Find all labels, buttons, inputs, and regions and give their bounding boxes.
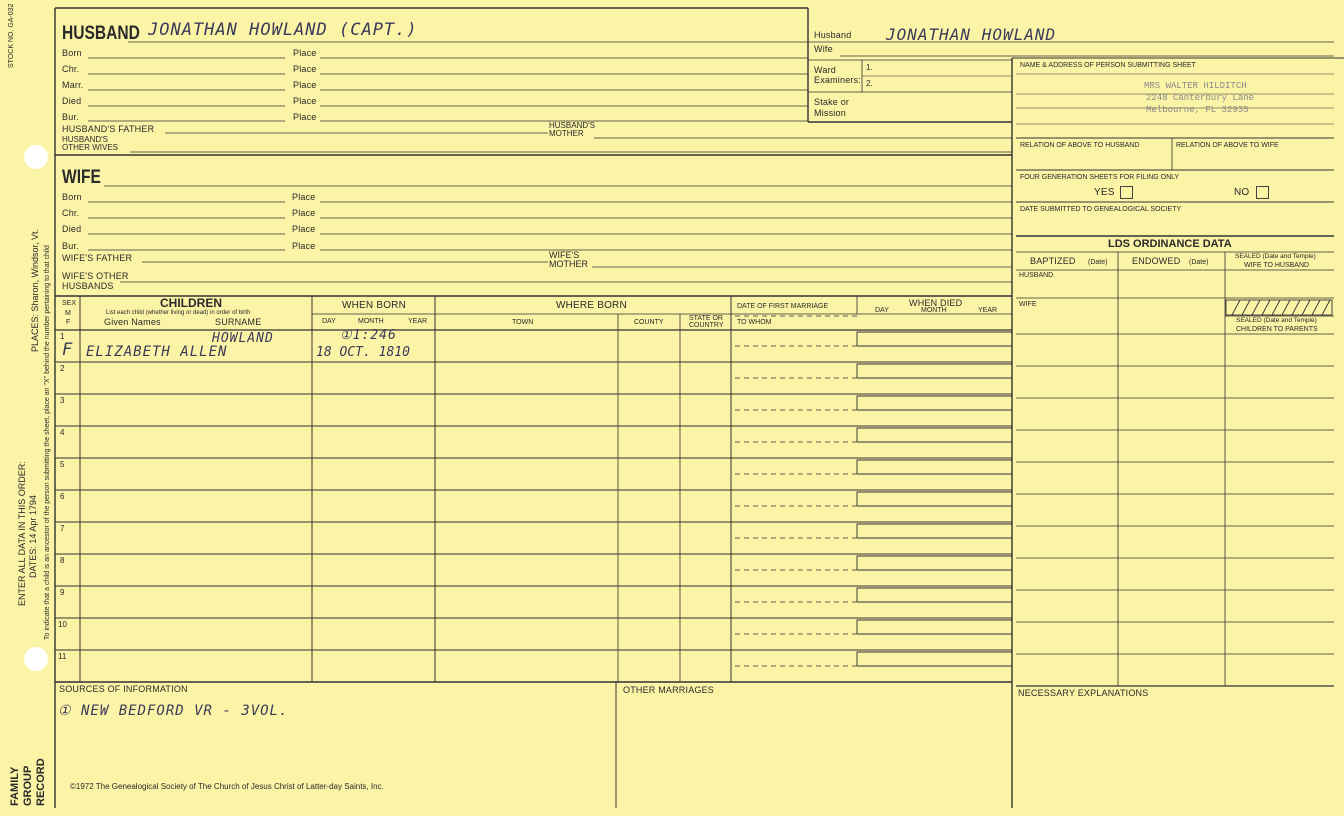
children-note: List each child (whether living or dead) in order of birth	[106, 310, 251, 316]
wife-born-label: Born	[62, 192, 82, 202]
wife-died-place-label: Place	[292, 224, 316, 234]
husband-father-label: HUSBAND'S FATHER	[62, 124, 155, 134]
ancestor-note: To indicate that a child is an ancestor of the person submitting the sheet, place an "X" behind the number pertaining to that child	[44, 245, 51, 640]
sources-text[interactable]: ① NEW BEDFORD VR - 3VOL.	[58, 703, 289, 719]
submitter-label: NAME & ADDRESS OF PERSON SUBMITTING SHEET	[1020, 62, 1196, 69]
rh-wife-label: Wife	[814, 44, 833, 54]
wife-mother-label-2: MOTHER	[549, 259, 588, 269]
lds-title: LDS ORDINANCE DATA	[1108, 238, 1232, 250]
husband-chr-label: Chr.	[62, 64, 80, 74]
sources-label: SOURCES OF INFORMATION	[59, 684, 188, 694]
wife-bur-label: Bur.	[62, 241, 79, 251]
husband-name[interactable]: JONATHAN HOWLAND (CAPT.)	[148, 20, 418, 40]
rh-ward-label: Ward	[814, 65, 836, 75]
when-born-label: WHEN BORN	[342, 300, 407, 311]
child-row-num: 10	[58, 620, 67, 629]
no-label: NO	[1234, 187, 1250, 198]
wife-born-place-label: Place	[292, 192, 316, 202]
husband-mother-label-2: MOTHER	[549, 129, 584, 138]
lds-sealed-children-1: SEALED (Date and Temple)	[1236, 317, 1317, 324]
child-row-num: 6	[60, 492, 65, 501]
relation-wife-label: RELATION OF ABOVE TO WIFE	[1176, 142, 1279, 149]
wife-chr-label: Chr.	[62, 208, 80, 218]
lds-baptized-date: (Date)	[1088, 259, 1108, 266]
where-born-label: WHERE BORN	[556, 300, 627, 311]
child-row-num: 2	[60, 364, 65, 373]
given-names-label: Given Names	[104, 317, 161, 327]
no-checkbox[interactable]	[1256, 186, 1269, 199]
child-row-num: 3	[60, 396, 65, 405]
wife-chr-place-label: Place	[292, 208, 316, 218]
places-example: PLACES: Sharon, Windsor, Vt.	[30, 228, 40, 352]
wife-died-label: Died	[62, 224, 82, 234]
lds-sealed-children-2: CHILDREN TO PARENTS	[1236, 326, 1318, 333]
town-label: TOWN	[512, 319, 534, 326]
husband-marr-label: Marr.	[62, 80, 84, 90]
child-row-num: 5	[60, 460, 65, 469]
submitter-line-2: 2248 Canterbury Lane	[1146, 93, 1255, 103]
sex-f-label: F	[66, 319, 71, 326]
county-label: COUNTY	[634, 319, 664, 326]
yes-checkbox[interactable]	[1120, 186, 1133, 199]
surname-label: SURNAME	[215, 317, 262, 327]
wife-other-husbands-1: WIFE'S OTHER	[62, 271, 129, 281]
yes-label: YES	[1094, 187, 1115, 198]
state-label-2: COUNTRY	[689, 322, 724, 329]
rh-husband-label: Husband	[814, 30, 852, 40]
child-row-num: 7	[60, 524, 65, 533]
wife-father-label: WIFE'S FATHER	[62, 253, 133, 263]
first-marriage-label: DATE OF FIRST MARRIAGE	[737, 303, 829, 310]
form-side-title-3: RECORD	[35, 758, 47, 806]
lds-baptized-label: BAPTIZED	[1030, 256, 1076, 266]
lds-endowed-label: ENDOWED	[1132, 256, 1181, 266]
child-1-ref[interactable]: ①1:246	[340, 328, 397, 343]
husband-other-wives-1: HUSBAND'S	[62, 135, 108, 144]
stock-number: STOCK NO. GA-032	[8, 3, 15, 68]
lds-husband-row: HUSBAND	[1019, 272, 1054, 279]
born-year-label: YEAR	[408, 318, 428, 325]
child-1-surname[interactable]: HOWLAND	[212, 331, 274, 346]
rh-examiner-1: 1.	[866, 63, 873, 72]
husband-marr-place-label: Place	[293, 80, 317, 90]
rh-mission-label: Mission	[814, 108, 846, 118]
necessary-explanations-label: NECESSARY EXPLANATIONS	[1018, 688, 1149, 698]
other-marriages-label: OTHER MARRIAGES	[623, 685, 715, 695]
husband-chr-place-label: Place	[293, 64, 317, 74]
child-row-num: 8	[60, 556, 65, 565]
sex-label: SEX	[62, 300, 77, 307]
lds-endowed-date: (Date)	[1189, 259, 1209, 266]
relation-husband-label: RELATION OF ABOVE TO HUSBAND	[1020, 142, 1140, 149]
husband-bur-label: Bur.	[62, 112, 79, 122]
died-month-label: MONTH	[921, 307, 947, 314]
rh-stake-label: Stake or	[814, 97, 850, 107]
date-submitted-label: DATE SUBMITTED TO GENEALOGICAL SOCIETY	[1020, 206, 1182, 213]
wife-bur-place-label: Place	[292, 241, 316, 251]
lds-sealed-2: WIFE TO HUSBAND	[1244, 262, 1310, 269]
husband-died-label: Died	[62, 96, 82, 106]
husband-bur-place-label: Place	[293, 112, 317, 122]
child-1-born[interactable]: 18 OCT. 1810	[316, 345, 410, 360]
husband-other-wives-2: OTHER WIVES	[62, 143, 119, 152]
children-title: CHILDREN	[160, 296, 222, 310]
child-row-num: 4	[60, 428, 65, 437]
born-month-label: MONTH	[358, 318, 384, 325]
wife-label: WIFE	[62, 167, 101, 188]
rh-husband-name[interactable]: JONATHAN HOWLAND	[886, 25, 1057, 44]
child-row-num: 11	[58, 652, 67, 661]
child-row-num: 1	[60, 332, 65, 341]
child-1-given[interactable]: ELIZABETH ALLEN	[86, 344, 228, 360]
rh-examiners-label: Examiners:	[814, 75, 862, 85]
husband-born-place-label: Place	[293, 48, 317, 58]
rh-examiner-2: 2.	[866, 79, 873, 88]
died-year-label: YEAR	[978, 307, 998, 314]
state-label-1: STATE OR	[689, 315, 723, 322]
child-row-num: 9	[60, 588, 65, 597]
enter-all-note: ENTER ALL DATA IN THIS ORDER:	[17, 461, 27, 606]
lds-wife-row: WIFE	[1019, 301, 1037, 308]
when-died-label: WHEN DIED	[909, 298, 963, 308]
died-day-label: DAY	[875, 307, 889, 314]
husband-born-label: Born	[62, 48, 82, 58]
form-side-title-1: FAMILY	[9, 766, 21, 806]
child-1-sex[interactable]: F	[62, 340, 73, 360]
form-side-title-2: GROUP	[22, 765, 34, 806]
sex-m-label: M	[65, 310, 71, 317]
submitter-line-1: MRS WALTER HILDITCH	[1144, 81, 1247, 91]
wife-mother-label-1: WIFE'S	[549, 250, 580, 260]
four-gen-label: FOUR GENERATION SHEETS FOR FILING ONLY	[1020, 174, 1180, 181]
submitter-line-3: Melbourne, FL 32935	[1146, 105, 1249, 115]
lds-sealed-1: SEALED (Date and Temple)	[1235, 253, 1316, 260]
to-whom-label: TO WHOM	[737, 319, 772, 326]
husband-died-place-label: Place	[293, 96, 317, 106]
husband-label: HUSBAND	[62, 23, 140, 44]
copyright-line: ©1972 The Genealogical Society of The Church of Jesus Christ of Latter-day Saints, Inc.	[70, 782, 384, 791]
wife-other-husbands-2: HUSBANDS	[62, 281, 114, 291]
dates-example: DATES: 14 Apr 1794	[28, 495, 38, 578]
husband-mother-label-1: HUSBAND'S	[549, 121, 595, 130]
born-day-label: DAY	[322, 318, 336, 325]
